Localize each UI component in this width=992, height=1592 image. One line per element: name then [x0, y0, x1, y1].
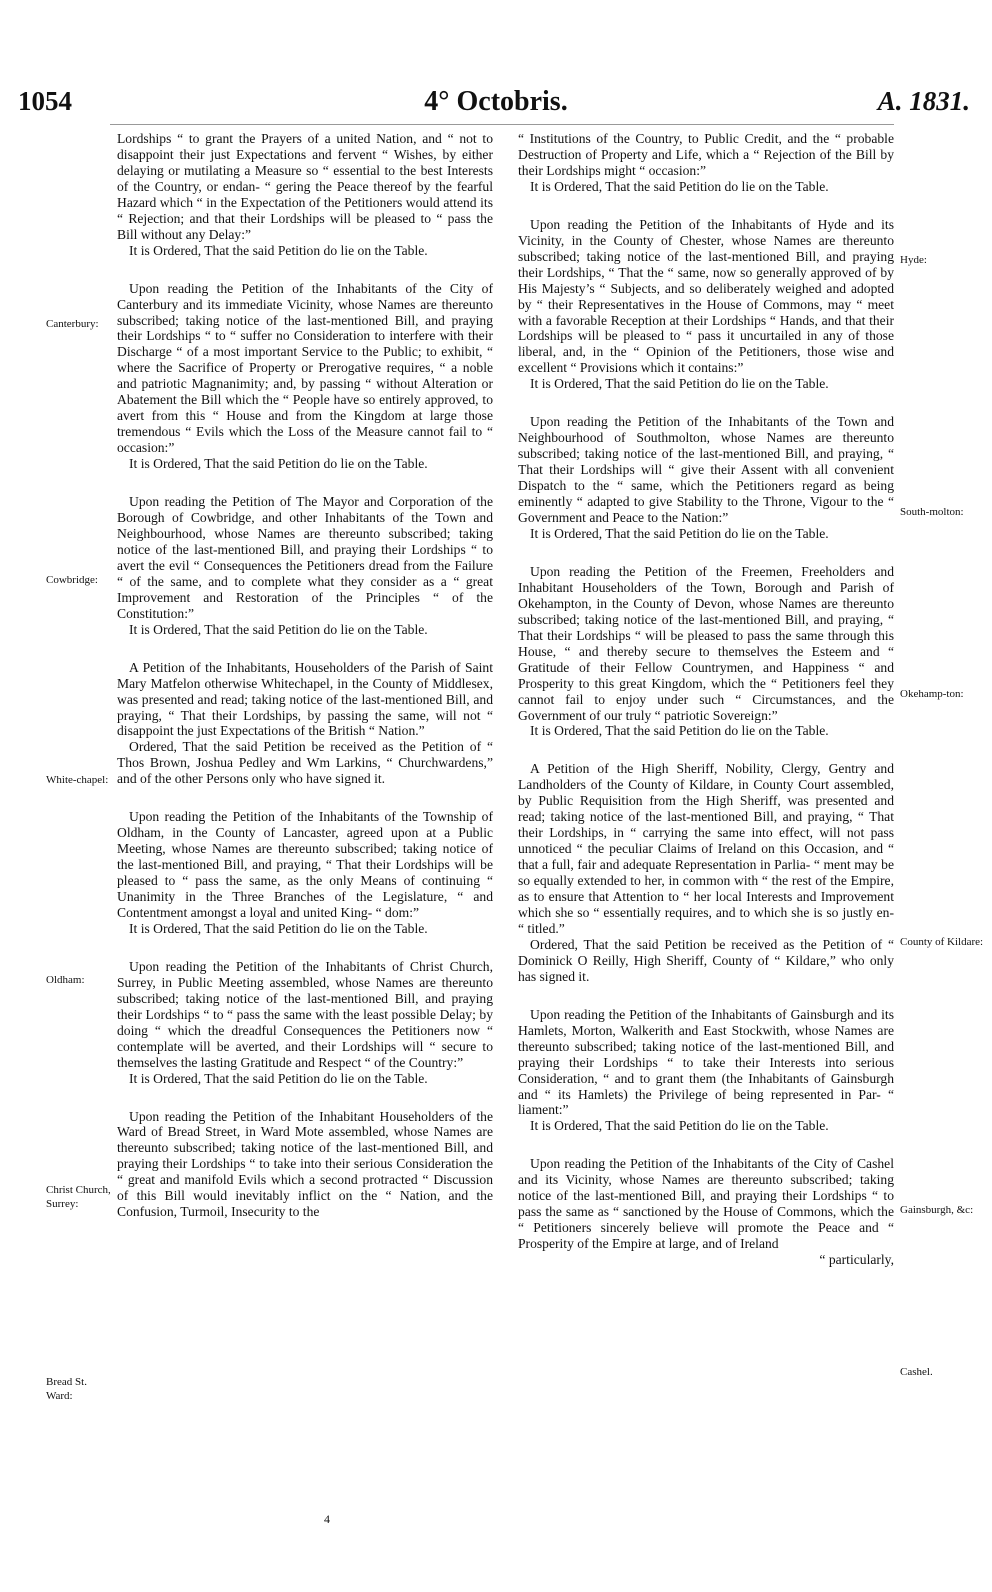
paragraph: Upon reading the Petition of the Inhabitants of Christ Church, Surrey, in Public Meeting assembled, whose Names are thereunto subscribed; taking notice of the last-mentioned Bill, and praying their Lordships “ to “ pass the same with the least possible Delay; by doing “ which the dreadful Consequences the Petitioners now “ contemplate will be averted, and their Lordships will “ secure to themselves the lasting Gratitude and Respect “ of the Country:”: [117, 958, 493, 1070]
paragraph: Upon reading the Petition of the Inhabitants of the Town and Neighbourhood of Southmolton, whose Names are thereunto subscribed; taking notice of the last-mentioned Bill, and praying, “ That their Lordships will “ give their Assent with all convenient Dispatch to the “ same, which the Petitioners regard as being eminently “ adapted to give Stability to the Throne, Vigour to the “ Government and Peace to the Nation:”: [518, 414, 894, 526]
paragraph: A Petition of the Inhabitants, Householders of the Parish of Saint Mary Matfelon otherwise Whitechapel, in the County of Middlesex, was presented and read; taking notice of the last-mentioned Bill, and praying, “ That their Lordships, by passing the same, will not “ disappoint the just Expectations of the British “ Nation.”: [117, 659, 493, 739]
paragraph: Upon reading the Petition of The Mayor and Corporation of the Borough of Cowbridge, and other Inhabitants of the Town and Neighbourhood, whose Names are thereunto subscribed; taking notice of the last-mentioned Bill, and praying their Lordships “ to avert the evil “ Consequences the Petitioners dread from the Failure “ of the same, and to complete what they consider as a “ great Improvement and Restoration of the Principles “ of the Constitution:”: [117, 494, 493, 621]
margin-note-cowbridge: Cowbridge:: [46, 574, 98, 586]
catchword: “ particularly,: [819, 1252, 894, 1268]
margin-note-kildare: County of Kildare:: [900, 936, 984, 948]
order-line: It is Ordered, That the said Petition do lie on the Table.: [129, 920, 428, 936]
order-line: It is Ordered, That the said Petition do lie on the Table.: [530, 1118, 829, 1134]
margin-note-oldham: Oldham:: [46, 974, 85, 986]
order-line: Ordered, That the said Petition be received as the Petition of “ Dominick O Reilly, High Sheriff, County of “ Kildare,” who only has signed it.: [518, 936, 894, 984]
order-line: Ordered, That the said Petition be received as the Petition of “ Thos Brown, Joshua Pedley and Wm Larkins, “ Churchwardens,” and of the other Persons only who have signed it.: [117, 739, 493, 787]
page-header: [0, 86, 992, 126]
paragraph: Upon reading the Petition of the Inhabitant Householders of the Ward of Bread Street, in Ward Mote assembled, whose Names are thereunto subscribed; taking notice of the last-mentioned Bill, and praying their Lordships “ to take into their serious Consideration the “ great and manifold Evils which a second protracted “ Discussion of this Bill would inevitably inflict on the “ Nation, and the Confusion, Turmoil, Insecurity to the: [117, 1108, 493, 1220]
paragraph: Lordships “ to grant the Prayers of a united Nation, and “ not to disappoint their just Expectations and fervent “ Wishes, by either delaying or mutilating a Measure so “ essential to the best Interests of the Country, or endan- “ gering the Peace thereof by the fearful Hazard which “ in the Expectation of the Petitioners would attend its “ Rejection; and that their Lordships will be pleased to “ pass the Bill without any Delay:”: [117, 131, 493, 242]
paragraph: Upon reading the Petition of the Inhabitants of Hyde and its Vicinity, in the County of Chester, whose Names are thereunto subscribed; taking notice of the last-mentioned Bill, and praying their Lordships, “ That the “ same, now so generally approved of by His Majesty’s “ Subjects, and so deliberately weighed and adopted by “ their Representatives in the House of Commons, may “ meet with a favorable Reception at their Lordships “ Hands, and that their Lordships will be pleased to “ pass it uncurtailed in any of those liberal, and, in the “ Opinion of the Petitioners, those wise and excellent “ Provisions which it contains:”: [518, 216, 894, 376]
page-date-heading: 4° Octobris.: [424, 86, 568, 117]
paragraph: Upon reading the Petition of the Freemen, Freeholders and Inhabitant Householders of the Town, Borough and Parish of Okehampton, in the County of Devon, whose Names are thereunto subscribed; taking notice of the last-mentioned Bill, and praying, “ That their Lordships “ will be pleased to pass the same through this House, “ and thereby secure to themselves the Esteem and “ Gratitude of their Fellow Countrymen, and Happiness “ and Prosperity to this great Kingdom, which the “ Petitioners feel they cannot fail to enjoy under such “ Circumstances, and the Government of our truly “ patriotic Sovereign:”: [518, 563, 894, 723]
order-line: It is Ordered, That the said Petition do lie on the Table.: [129, 1070, 428, 1086]
paragraph: Upon reading the Petition of the Inhabitants of the City of Cashel and its Vicinity, whose Names are thereunto subscribed; taking notice of the last-mentioned Bill, and praying their Lordships “ to pass the same as “ sanctioned by the House of Commons, which the “ Petitioners sincerely believe will promote the Peace and “ Prosperity of the Empire at large, and of Ireland: [518, 1156, 894, 1252]
margin-note-bread-street: Bread St. Ward:: [46, 1376, 87, 1402]
order-line: It is Ordered, That the said Petition do lie on the Table.: [129, 456, 428, 472]
order-line: It is Ordered, That the said Petition do lie on the Table.: [530, 525, 829, 541]
order-line: It is Ordered, That the said Petition do lie on the Table.: [530, 178, 829, 194]
margin-note-gainsburgh: Gainsburgh, &c:: [900, 1204, 974, 1216]
paragraph: “ Institutions of the Country, to Public Credit, and the “ probable Destruction of Property and Life, which a “ Rejection of the Bill by their Lordships might “ occasion:”: [518, 131, 894, 178]
signature-mark: 4: [324, 1512, 330, 1526]
left-column: [117, 131, 493, 1220]
order-line: It is Ordered, That the said Petition do lie on the Table.: [530, 376, 829, 392]
right-column: [518, 131, 894, 1268]
order-line: It is Ordered, That the said Petition do lie on the Table.: [530, 723, 829, 739]
order-line: It is Ordered, That the said Petition do lie on the Table.: [129, 621, 428, 637]
paragraph: Upon reading the Petition of the Inhabitants of the City of Canterbury and its immediate Vicinity, whose Names are thereunto subscribed; taking notice of the last-mentioned Bill, and praying their Lordships “ to “ suffer no Consideration to interfere with their Discharge “ of a most important Service to the Public; to exhibit, “ where the Sacrifice of Property or Prerogative requires, “ a noble and patriotic Magnanimity; and, by passing “ without Alteration or Abatement the Bill which the “ People have so entirely approved, to avert from this “ House and from the Kingdom at large those tremendous “ Evils which the Loss of the Measure cannot fail to “ occasion:”: [117, 280, 493, 456]
margin-note-southmolton: South-molton:: [900, 506, 964, 518]
margin-note-cashel: Cashel.: [900, 1366, 933, 1378]
margin-note-christ-church: Christ Church, Surrey:: [46, 1184, 111, 1210]
margin-note-whitechapel: White-chapel:: [46, 774, 109, 786]
header-rule: [110, 124, 894, 125]
order-line: It is Ordered, That the said Petition do lie on the Table.: [129, 242, 428, 258]
paragraph: A Petition of the High Sheriff, Nobility, Clergy, Gentry and Landholders of the County of Kildare, in County Court assembled, by Public Requisition from the High Sheriff, was presented and read; taking notice of the last-mentioned Bill, and praying, “ That their Lordships, in “ carrying the same into effect, will not pass unnoticed “ the peculiar Claims of Ireland on this Occasion, and “ that a full, fair and adequate Representation in Parlia- “ ment may be so equally extended to her, in common with “ the rest of the Empire, as to ensure that Attention to “ her local Interests and Improvement which she so “ essentially requires, and to which she is so justly en- “ titled.”: [518, 761, 894, 936]
margin-note-canterbury: Canterbury:: [46, 318, 99, 330]
paragraph: Upon reading the Petition of the Inhabitants of the Township of Oldham, in the County of Lancaster, agreed upon at a Public Meeting, whose Names are thereunto subscribed; taking notice of the last-mentioned Bill, and praying, “ That their Lordships will be pleased to “ pass the same, as the only Means of continuing “ Unanimity in the Three Branches of the Legislature, “ and Contentment amongst a loyal and united King- “ dom:”: [117, 809, 493, 920]
margin-note-hyde: Hyde:: [900, 254, 927, 266]
paragraph: Upon reading the Petition of the Inhabitants of Gainsburgh and its Hamlets, Morton, Walkerith and East Stockwith, whose Names are thereunto subscribed; taking notice of the last-mentioned Bill, and praying their Lordships “ to take their Interests into serious Consideration, “ and to grant them (the Inhabitants of Gainsburgh and “ its Hamlets) the Privilege of being represented in Par- “ liament:”: [518, 1006, 894, 1118]
page-year: A. 1831.: [877, 86, 970, 116]
page-number: 1054: [18, 86, 72, 116]
margin-note-okehampton: Okehamp-ton:: [900, 688, 964, 700]
